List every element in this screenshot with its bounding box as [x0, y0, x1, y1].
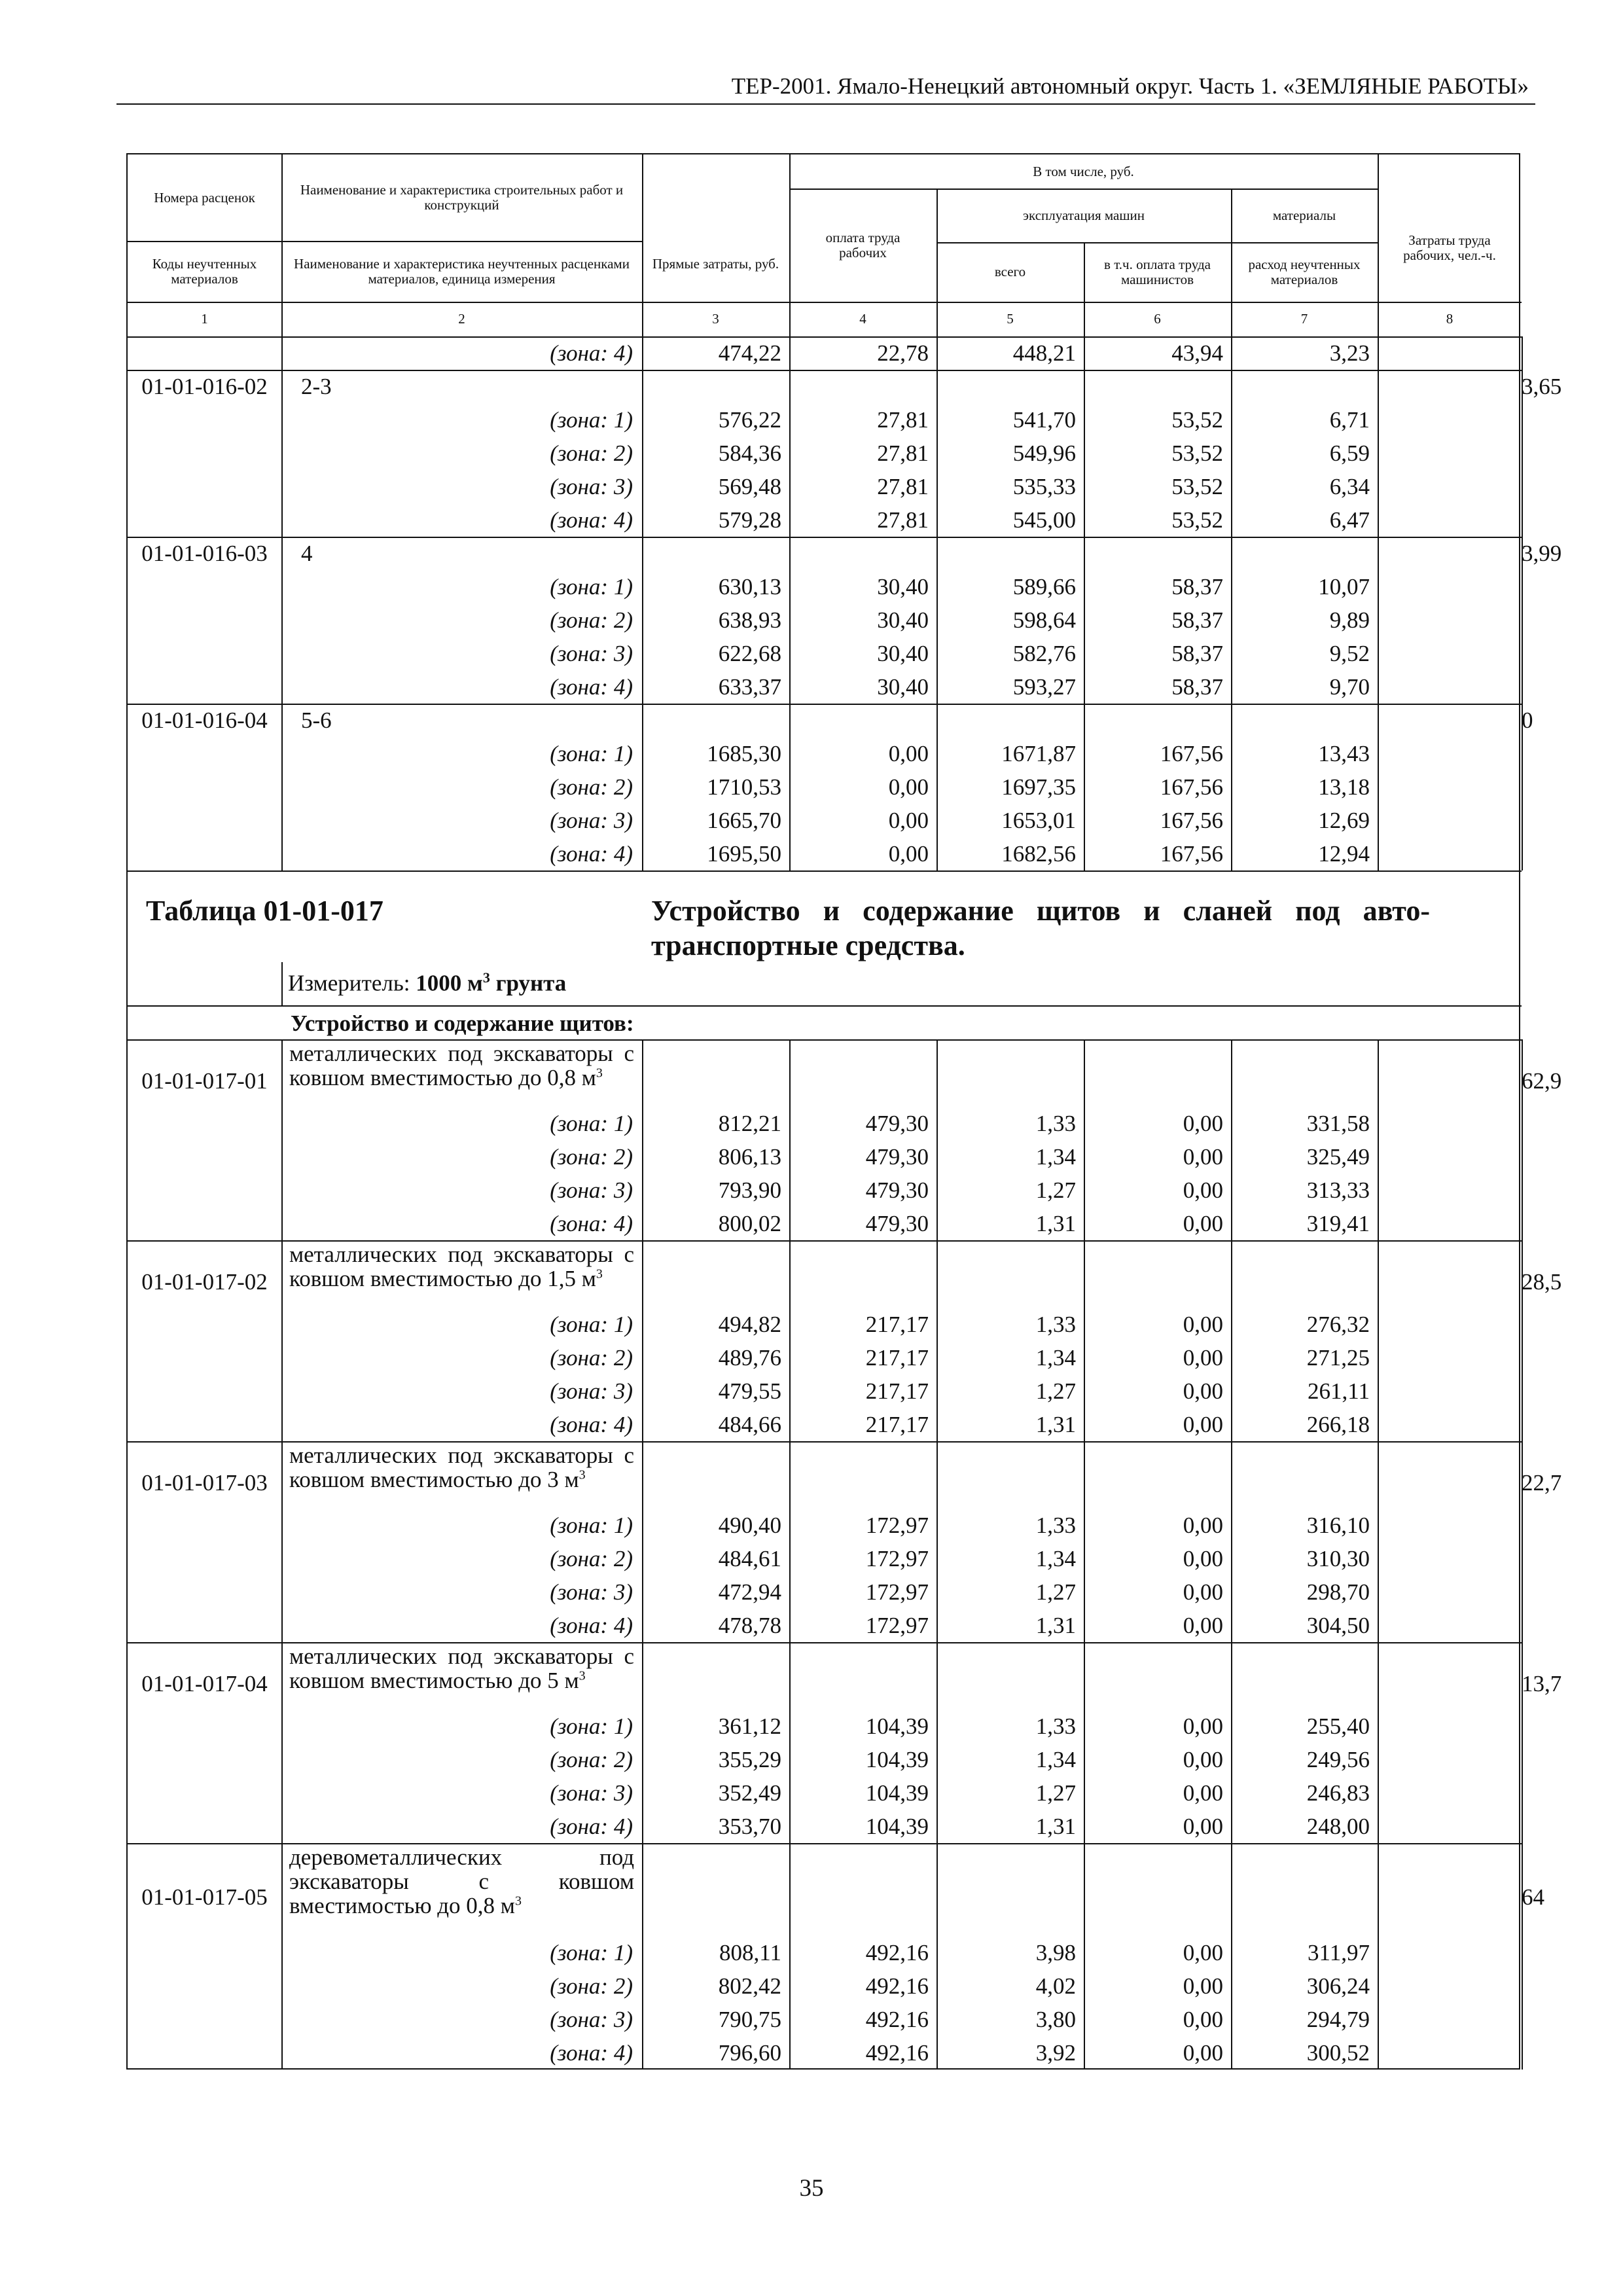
value-cell: 246,83 — [1306, 1780, 1370, 1806]
column-number: 3 — [712, 311, 719, 327]
labor-cost: 64 — [1522, 1884, 1544, 1910]
rate-code: 01-01-017-01 — [141, 1067, 268, 1094]
value-cell: 331,58 — [1306, 1111, 1370, 1136]
column-number-rule — [128, 336, 1522, 338]
body-vline — [281, 336, 283, 870]
value-cell: 27,81 — [877, 507, 929, 533]
zone-label: (зона: 3) — [550, 1177, 633, 1203]
body-vline — [281, 1039, 283, 2070]
value-cell: 535,33 — [1012, 474, 1076, 499]
rate-code: 01-01-016-04 — [141, 708, 268, 733]
body-vline — [1084, 336, 1085, 870]
value-cell: 3,80 — [1035, 2007, 1076, 2032]
zone-label: (зона: 3) — [550, 2007, 633, 2032]
zone-label: (зона: 4) — [550, 1211, 633, 1236]
value-cell: 806,13 — [718, 1144, 781, 1170]
rate-code: 01-01-016-03 — [141, 541, 268, 566]
work-description: металлических под экскаваторы с ковшом вместимостью до 1,5 $м^3$ — [289, 1242, 634, 1291]
value-cell: 793,90 — [718, 1177, 781, 1203]
header-machines-total: всего — [994, 264, 1026, 280]
value-cell: 0,00 — [1183, 1747, 1223, 1772]
zone-label: (зона: 3) — [550, 808, 633, 833]
value-cell: 353,70 — [718, 1814, 781, 1839]
zone-label: (зона: 2) — [550, 1144, 633, 1170]
value-cell: 622,68 — [718, 641, 781, 666]
value-cell: 1,27 — [1035, 1177, 1076, 1203]
value-cell: 448,21 — [1012, 340, 1076, 366]
zone-label: (зона: 3) — [550, 474, 633, 499]
section-end-rule — [128, 870, 1522, 872]
value-cell: 0,00 — [888, 808, 929, 833]
value-cell: 30,40 — [877, 607, 929, 633]
value-cell: 576,22 — [718, 407, 781, 433]
column-number: 8 — [1446, 311, 1454, 327]
value-cell: 298,70 — [1306, 1579, 1370, 1605]
value-cell: 1653,01 — [1001, 808, 1076, 833]
value-cell: 1665,70 — [707, 808, 781, 833]
value-cell: 311,97 — [1308, 1940, 1370, 1965]
zone-label: (зона: 4) — [550, 340, 633, 366]
value-cell: 300,52 — [1306, 2040, 1370, 2066]
labor-cost: 13,7 — [1522, 1670, 1562, 1696]
value-cell: 492,16 — [865, 2040, 929, 2066]
page-header — [116, 71, 1535, 105]
value-cell: 478,78 — [718, 1613, 781, 1638]
value-cell: 276,32 — [1306, 1312, 1370, 1337]
value-cell: 9,89 — [1329, 607, 1370, 633]
page-number: 35 — [799, 2175, 824, 2202]
value-cell: 0,00 — [1183, 1814, 1223, 1839]
value-cell: 294,79 — [1306, 2007, 1370, 2032]
value-cell: 27,81 — [877, 474, 929, 499]
value-cell: 27,81 — [877, 407, 929, 433]
labor-cost: 3,99 — [1522, 541, 1562, 566]
value-cell: 479,30 — [865, 1211, 929, 1236]
value-cell: 172,97 — [865, 1579, 929, 1605]
value-cell: 261,11 — [1308, 1378, 1370, 1404]
value-cell: 167,56 — [1160, 741, 1223, 766]
zone-label: (зона: 1) — [550, 1513, 633, 1538]
value-cell: 58,37 — [1171, 641, 1223, 666]
zone-label: (зона: 2) — [550, 440, 633, 466]
value-cell: 361,12 — [718, 1713, 781, 1739]
value-cell: 490,40 — [718, 1513, 781, 1538]
header-unaccounted-materials: расход неучтенных материалов — [1248, 256, 1361, 287]
zone-label: (зона: 3) — [550, 1579, 633, 1605]
table-subheading: Устройство и содержание щитов: — [291, 1011, 634, 1036]
zone-label: (зона: 3) — [550, 1780, 633, 1806]
value-cell: 0,00 — [1183, 1713, 1223, 1739]
value-cell: 3,23 — [1329, 340, 1370, 366]
value-cell: 484,61 — [718, 1546, 781, 1571]
value-cell: 1,27 — [1035, 1579, 1076, 1605]
body-vline — [936, 336, 938, 870]
value-cell: 266,18 — [1306, 1412, 1370, 1437]
value-cell: 0,00 — [1183, 1579, 1223, 1605]
value-cell: 306,24 — [1306, 1973, 1370, 1999]
value-cell: 1,33 — [1035, 1713, 1076, 1739]
value-cell: 0,00 — [1183, 1111, 1223, 1136]
zone-label: (зона: 1) — [550, 1312, 633, 1337]
value-cell: 1710,53 — [707, 774, 781, 800]
zone-label: (зона: 4) — [550, 1814, 633, 1839]
zone-label: (зона: 2) — [550, 1747, 633, 1772]
zone-label: (зона: 1) — [550, 1111, 633, 1136]
value-cell: 27,81 — [877, 440, 929, 466]
value-cell: 569,48 — [718, 474, 781, 499]
zone-label: (зона: 3) — [550, 641, 633, 666]
value-cell: 0,00 — [1183, 1211, 1223, 1236]
header-rate-numbers: Номера расценок — [154, 189, 255, 206]
value-cell: 12,94 — [1318, 841, 1370, 867]
value-cell: 316,10 — [1306, 1513, 1370, 1538]
header-title: ТЕР-2001. Ямало-Ненецкий автономный округ. Часть 1. «ЗЕМЛЯНЫЕ РАБОТЫ» — [731, 73, 1529, 99]
body-vline — [1378, 336, 1379, 870]
header-operator-pay: в т.ч. оплата труда машинистов — [1104, 256, 1211, 287]
zone-label: (зона: 1) — [550, 741, 633, 766]
value-cell: 22,78 — [877, 340, 929, 366]
value-cell: 808,11 — [719, 1940, 781, 1965]
zone-label: (зона: 2) — [550, 1345, 633, 1371]
value-cell: 53,52 — [1171, 507, 1223, 533]
value-cell: 1,34 — [1035, 1546, 1076, 1571]
body-vline — [642, 1039, 643, 2070]
value-cell: 1,31 — [1035, 1613, 1076, 1638]
value-cell: 271,25 — [1306, 1345, 1370, 1371]
value-cell: 249,56 — [1306, 1747, 1370, 1772]
value-cell: 582,76 — [1012, 641, 1076, 666]
value-cell: 58,37 — [1171, 607, 1223, 633]
zone-label: (зона: 1) — [550, 574, 633, 600]
body-vline — [1231, 1039, 1232, 2070]
value-cell: 0,00 — [1183, 1513, 1223, 1538]
value-cell: 325,49 — [1306, 1144, 1370, 1170]
table-caption: Устройство и содержание щитов и сланей под авто- транспортные средства. — [651, 895, 1430, 961]
value-cell: 479,55 — [718, 1378, 781, 1404]
value-cell: 167,56 — [1160, 774, 1223, 800]
zone-label: (зона: 2) — [550, 774, 633, 800]
value-cell: 474,22 — [718, 340, 781, 366]
zone-label: (зона: 4) — [550, 507, 633, 533]
body-vline — [1378, 1039, 1379, 2070]
column-number: 1 — [201, 311, 208, 327]
value-cell: 1,34 — [1035, 1144, 1076, 1170]
value-cell: 217,17 — [865, 1312, 929, 1337]
value-cell: 53,52 — [1171, 440, 1223, 466]
group-rule — [128, 370, 1522, 371]
body-vline — [1522, 1039, 1523, 2070]
column-number: 4 — [859, 311, 866, 327]
value-cell: 1,33 — [1035, 1111, 1076, 1136]
labor-cost: 62,9 — [1522, 1067, 1562, 1094]
value-cell: 0,00 — [1183, 2040, 1223, 2066]
value-cell: 598,64 — [1012, 607, 1076, 633]
body-vline — [642, 336, 643, 870]
value-cell: 0,00 — [1183, 1177, 1223, 1203]
value-cell: 0,00 — [1183, 2007, 1223, 2032]
zone-label: (зона: 2) — [550, 1546, 633, 1571]
value-cell: 638,93 — [718, 607, 781, 633]
body-vline — [1522, 336, 1523, 870]
value-cell: 494,82 — [718, 1312, 781, 1337]
value-cell: 0,00 — [888, 774, 929, 800]
value-cell: 310,30 — [1306, 1546, 1370, 1571]
body-vline — [789, 336, 791, 870]
value-cell: 1,27 — [1035, 1780, 1076, 1806]
value-cell: 104,39 — [865, 1814, 929, 1839]
value-cell: 30,40 — [877, 641, 929, 666]
value-cell: 1,34 — [1035, 1747, 1076, 1772]
value-cell: 104,39 — [865, 1713, 929, 1739]
value-cell: 545,00 — [1012, 507, 1076, 533]
value-cell: 802,42 — [718, 1973, 781, 1999]
value-cell: 9,52 — [1329, 641, 1370, 666]
value-cell: 633,37 — [718, 674, 781, 700]
zone-label: (зона: 4) — [550, 2040, 633, 2066]
value-cell: 492,16 — [865, 1973, 929, 1999]
header-materials: материалы — [1272, 207, 1336, 223]
value-cell: 217,17 — [865, 1378, 929, 1404]
value-cell: 479,30 — [865, 1177, 929, 1203]
rate-code: 01-01-017-05 — [141, 1884, 268, 1910]
zone-label: (зона: 4) — [550, 841, 633, 867]
value-cell: 4,02 — [1035, 1973, 1076, 1999]
value-cell: 0,00 — [1183, 1613, 1223, 1638]
header-labor: Затраты труда рабочих, чел.-ч. — [1403, 232, 1496, 263]
value-cell: 30,40 — [877, 674, 929, 700]
value-cell: 0,00 — [1183, 1412, 1223, 1437]
zone-label: (зона: 1) — [550, 1940, 633, 1965]
value-cell: 12,69 — [1318, 808, 1370, 833]
column-number: 7 — [1300, 311, 1308, 327]
value-cell: 10,07 — [1318, 574, 1370, 600]
group-rule — [128, 537, 1522, 538]
value-cell: 1,31 — [1035, 1814, 1076, 1839]
value-cell: 167,56 — [1160, 808, 1223, 833]
rates-table — [126, 153, 1562, 2070]
value-cell: 579,28 — [718, 507, 781, 533]
value-cell: 355,29 — [718, 1747, 781, 1772]
value-cell: 319,41 — [1306, 1211, 1370, 1236]
value-cell: 790,75 — [718, 2007, 781, 2032]
header-material-codes: Коды неучтенных материалов — [152, 255, 257, 287]
value-cell: 589,66 — [1012, 574, 1076, 600]
rate-code: 01-01-016-02 — [141, 374, 268, 399]
zone-label: (зона: 2) — [550, 607, 633, 633]
value-cell: 0,00 — [888, 841, 929, 867]
value-cell: 1,33 — [1035, 1312, 1076, 1337]
value-cell: 304,50 — [1306, 1613, 1370, 1638]
rate-code: 01-01-017-03 — [141, 1469, 268, 1496]
labor-cost: 0 — [1522, 708, 1533, 733]
value-cell: 1,33 — [1035, 1513, 1076, 1538]
value-cell: 541,70 — [1012, 407, 1076, 433]
value-cell: 3,98 — [1035, 1940, 1076, 1965]
value-cell: 1,31 — [1035, 1211, 1076, 1236]
value-cell: 1671,87 — [1001, 741, 1076, 766]
body-vline — [1084, 1039, 1085, 2070]
value-cell: 172,97 — [865, 1613, 929, 1638]
value-cell: 0,00 — [1183, 1144, 1223, 1170]
value-cell: 630,13 — [718, 574, 781, 600]
rate-code: 01-01-017-04 — [141, 1670, 268, 1696]
value-cell: 30,40 — [877, 574, 929, 600]
value-cell: 58,37 — [1171, 674, 1223, 700]
value-cell: 584,36 — [718, 440, 781, 466]
value-cell: 484,66 — [718, 1412, 781, 1437]
value-cell: 1,27 — [1035, 1378, 1076, 1404]
table-title: Таблица 01-01-017 — [146, 895, 383, 927]
zone-label: (зона: 1) — [550, 1713, 633, 1739]
value-cell: 53,52 — [1171, 407, 1223, 433]
zone-label: (зона: 4) — [550, 1412, 633, 1437]
value-cell: 800,02 — [718, 1211, 781, 1236]
work-description: металлических под экскаваторы с ковшом вместимостью до 0,8 $м^3$ — [289, 1041, 634, 1090]
value-cell: 1697,35 — [1001, 774, 1076, 800]
header-including: В том числе, руб. — [1033, 163, 1134, 179]
value-cell: 13,18 — [1318, 774, 1370, 800]
value-cell: 6,71 — [1329, 407, 1370, 433]
value-cell: 1695,50 — [707, 841, 781, 867]
value-cell: 489,76 — [718, 1345, 781, 1371]
value-cell: 104,39 — [865, 1780, 929, 1806]
value-cell: 1,31 — [1035, 1412, 1076, 1437]
column-number: 2 — [458, 311, 465, 327]
labor-cost: 28,5 — [1522, 1268, 1562, 1295]
value-cell: 58,37 — [1171, 574, 1223, 600]
work-description: металлических под экскаваторы с ковшом вместимостью до 3 $м^3$ — [289, 1443, 634, 1492]
title-block-vline — [281, 962, 283, 1005]
value-cell: 352,49 — [718, 1780, 781, 1806]
value-cell: 104,39 — [865, 1747, 929, 1772]
value-cell: 0,00 — [1183, 1546, 1223, 1571]
header-direct-costs: Прямые затраты, руб. — [652, 256, 779, 272]
value-cell: 0,00 — [1183, 1312, 1223, 1337]
body-vline — [936, 1039, 938, 2070]
value-cell: 172,97 — [865, 1513, 929, 1538]
value-cell: 492,16 — [865, 2007, 929, 2032]
value-cell: 6,59 — [1329, 440, 1370, 466]
zone-label: (зона: 4) — [550, 674, 633, 700]
value-cell: 217,17 — [865, 1412, 929, 1437]
rate-code: 01-01-017-02 — [141, 1268, 268, 1295]
value-cell: 0,00 — [888, 741, 929, 766]
value-cell: 1,34 — [1035, 1345, 1076, 1371]
table-meter: Измеритель: 1000 $м^3$ грунта — [288, 969, 567, 996]
body-vline — [789, 1039, 791, 2070]
value-cell: 472,94 — [718, 1579, 781, 1605]
body-vline — [1231, 336, 1232, 870]
value-cell: 0,00 — [1183, 1345, 1223, 1371]
zone-label: (зона: 4) — [550, 1613, 633, 1638]
zone-label: (зона: 3) — [550, 1378, 633, 1404]
value-cell: 812,21 — [718, 1111, 781, 1136]
zone-label: (зона: 1) — [550, 407, 633, 433]
value-cell: 1685,30 — [707, 741, 781, 766]
labor-cost: 22,7 — [1522, 1469, 1562, 1496]
work-description: деревометаллических под экскаваторы с ковшом вместимостью до 0,8 $м^3$ — [289, 1844, 634, 1918]
value-cell: 549,96 — [1012, 440, 1076, 466]
header-machines: эксплуатация машин — [1023, 207, 1145, 223]
header-material-name: Наименование и характеристика неучтенных расценками материалов, единица измерения — [294, 255, 630, 287]
work-name: 4 — [301, 541, 313, 566]
value-cell: 43,94 — [1171, 340, 1223, 366]
value-cell: 0,00 — [1183, 1780, 1223, 1806]
value-cell: 167,56 — [1160, 841, 1223, 867]
title-block-rule — [128, 1005, 1522, 1007]
header-work-name: Наименование и характеристика строительных работ и конструкций — [300, 182, 624, 213]
work-name: 2-3 — [301, 374, 332, 399]
value-cell: 492,16 — [865, 1940, 929, 1965]
value-cell: 479,30 — [865, 1111, 929, 1136]
value-cell: 53,52 — [1171, 474, 1223, 499]
value-cell: 0,00 — [1183, 1940, 1223, 1965]
header-rule — [116, 103, 1535, 105]
value-cell: 3,92 — [1035, 2040, 1076, 2066]
value-cell: 313,33 — [1306, 1177, 1370, 1203]
header-worker-pay: оплата труда рабочих — [825, 229, 901, 260]
value-cell: 9,70 — [1329, 674, 1370, 700]
value-cell: 217,17 — [865, 1345, 929, 1371]
value-cell: 1682,56 — [1001, 841, 1076, 867]
value-cell: 248,00 — [1306, 1814, 1370, 1839]
value-cell: 6,34 — [1329, 474, 1370, 499]
value-cell: 593,27 — [1012, 674, 1076, 700]
value-cell: 13,43 — [1318, 741, 1370, 766]
zone-label: (зона: 2) — [550, 1973, 633, 1999]
value-cell: 0,00 — [1183, 1378, 1223, 1404]
value-cell: 0,00 — [1183, 1973, 1223, 1999]
value-cell: 796,60 — [718, 2040, 781, 2066]
group-rule — [128, 704, 1522, 705]
value-cell: 6,47 — [1329, 507, 1370, 533]
value-cell: 479,30 — [865, 1144, 929, 1170]
value-cell: 172,97 — [865, 1546, 929, 1571]
work-name: 5-6 — [301, 708, 332, 733]
column-number: 5 — [1007, 311, 1014, 327]
work-description: металлических под экскаваторы с ковшом вместимостью до 5 $м^3$ — [289, 1643, 634, 1693]
labor-cost: 3,65 — [1522, 374, 1562, 399]
column-number: 6 — [1154, 311, 1161, 327]
value-cell: 255,40 — [1306, 1713, 1370, 1739]
